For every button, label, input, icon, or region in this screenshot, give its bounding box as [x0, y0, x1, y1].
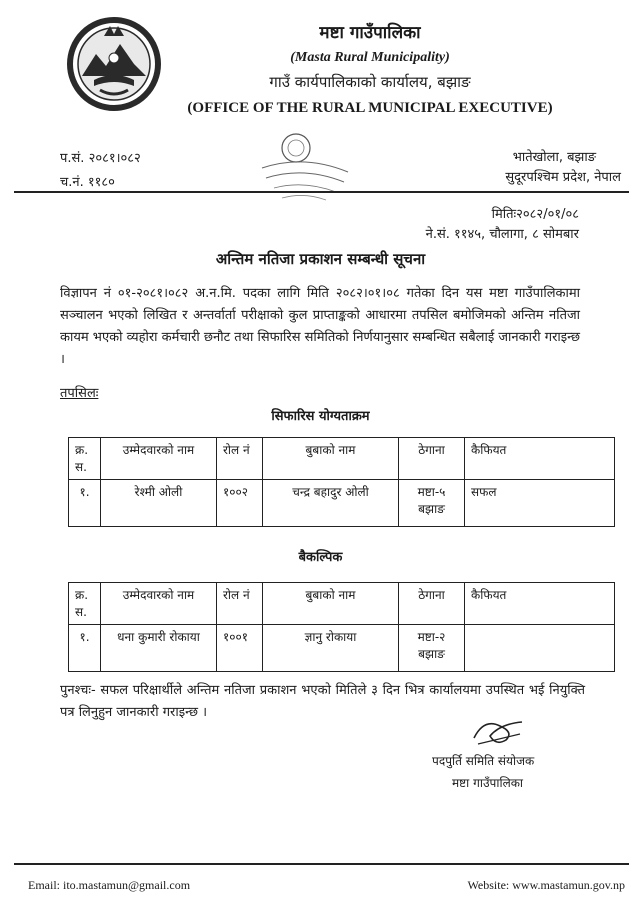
- table-header-row: [69, 583, 615, 625]
- signature: [470, 712, 528, 748]
- cell-remarks: [465, 625, 615, 672]
- col-header-address: ठेगाना: [399, 438, 465, 480]
- header-divider: [14, 191, 629, 193]
- col-header-serial: क्र. स.: [69, 438, 101, 480]
- cell-serial: १.: [69, 480, 101, 527]
- cell-candidate-name: रेश्मी ओली: [101, 480, 217, 527]
- recommended-section-title: सिफारिस योग्यताक्रम: [271, 409, 370, 424]
- footer-website: Website: www.mastamun.gov.np: [467, 878, 625, 892]
- notice-title: अन्तिम नतिजा प्रकाशन सम्बन्धी सूचना: [215, 250, 426, 268]
- col-header-serial: क्र. स.: [69, 583, 101, 625]
- dispatch-number: च.नं. ११८०: [60, 175, 115, 190]
- nepal-sambat-date: ने.सं. ११४५, चौलागा, ८ सोमबार: [425, 227, 579, 242]
- footer-email: Email: ito.mastamun@gmail.com: [28, 878, 191, 892]
- footer-divider: [14, 863, 629, 865]
- office-name-english: (OFFICE OF THE RURAL MUNICIPAL EXECUTIVE): [187, 100, 553, 116]
- office-address-line1: भातेखोला, बझाङ: [512, 150, 596, 165]
- cell-roll-no: १००१: [217, 625, 263, 672]
- table-header-row: [69, 438, 615, 480]
- cell-father-name: ज्ञानु रोकाया: [263, 625, 399, 672]
- office-address-line2: सुदूरपश्चिम प्रदेश, नेपाल: [505, 170, 621, 185]
- signatory-title: पदपुर्ति समिति संयोजक: [432, 754, 535, 768]
- table-row: [69, 480, 615, 527]
- cell-remarks: सफल: [465, 480, 615, 527]
- cell-roll-no: १००२: [217, 480, 263, 527]
- alternate-table: [68, 582, 615, 672]
- recommended-table: [68, 437, 615, 527]
- col-header-remarks: कैफियत: [465, 583, 615, 625]
- municipality-name-english: (Masta Rural Municipality): [290, 50, 450, 65]
- postscript-note: पुनश्चः- सफल परिक्षार्थीले अन्तिम नतिजा प्रकाशन भएको मितिले ३ दिन भित्र कार्यालयमा उपस्थित भई नियुक्ति पत्र लिनुहुन जानकारी गराइन्छ ।: [60, 683, 585, 720]
- cell-candidate-name: धना कुमारी रोकाया: [101, 625, 217, 672]
- col-header-roll-no: रोल नं: [217, 438, 263, 480]
- col-header-father-name: बुबाको नाम: [263, 583, 399, 625]
- col-header-candidate-name: उम्मेदवारको नाम: [101, 583, 217, 625]
- details-label: तपसिलः: [60, 386, 99, 401]
- cell-father-name: चन्द्र बहादुर ओली: [263, 480, 399, 527]
- office-name-nepali: गाउँ कार्यपालिकाको कार्यालय, बझाङ: [269, 73, 471, 91]
- col-header-address: ठेगाना: [399, 583, 465, 625]
- col-header-roll-no: रोल नं: [217, 583, 263, 625]
- cell-address: मष्टा-२ बझाङ: [399, 625, 465, 672]
- municipality-name-nepali: मष्टा गाउँपालिका: [319, 23, 421, 43]
- col-header-candidate-name: उम्मेदवारको नाम: [101, 438, 217, 480]
- table-row: [69, 625, 615, 672]
- col-header-father-name: बुबाको नाम: [263, 438, 399, 480]
- cell-serial: १.: [69, 625, 101, 672]
- alternate-section-title: बैकल्पिक: [298, 550, 343, 565]
- notice-body: विज्ञापन नं ०१-२०८१।०८२ अ.न.मि. पदका लागि मिति २०८२।०१।०८ गतेका दिन यस मष्टा गाउँपालिकामा सञ्चालन भएको लिखित र अन्तर्वार्ता परीक्षाको कुल प्राप्ताङ्कको आधारमा तपसिल बमोजिमको अन्तिम नतिजा कायम भएको व्यहोरा कर्मचारी छनौट तथा सिफारिस समितिको निर्णयानुसार सम्बन्धित सबैलाई जानकारी गराइन्छ ।: [60, 286, 580, 367]
- reference-number: प.सं. २०८१।०८२: [60, 151, 141, 166]
- col-header-remarks: कैफियत: [465, 438, 615, 480]
- cell-address: मष्टा-५ बझाङ: [399, 480, 465, 527]
- notice-date: मितिः२०८२/०१/०८: [491, 207, 579, 222]
- signatory-organization: मष्टा गाउँपालिका: [452, 776, 524, 790]
